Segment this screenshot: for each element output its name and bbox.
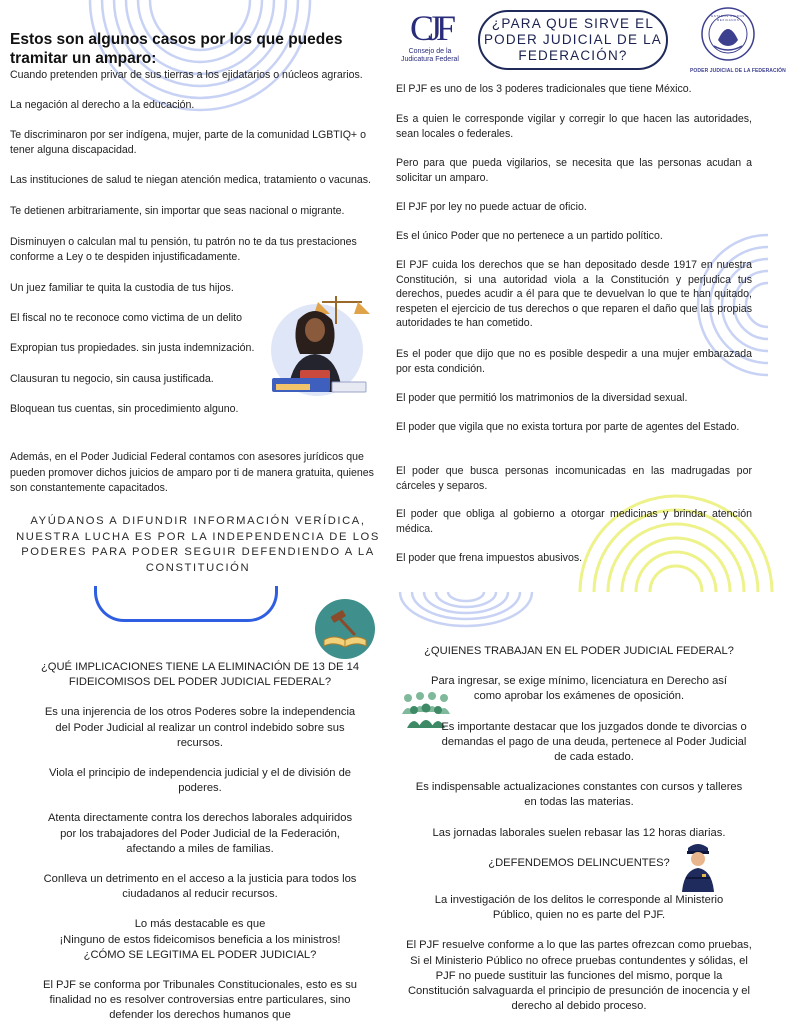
workers-answer: Las jornadas laborales suelen rebasar las 12 horas diarias. [432,826,726,839]
fideicomisos-question: ¿QUÉ IMPLICACIONES TIENE LA ELIMINACIÓN DE 13 DE 14 FIDEICOMISOS DEL PODER JUDICIAL FEDERAL? [40,661,360,689]
list-item: El poder que permitió los matrimonios de la diversidad sexual. [396,392,688,404]
list-item: El poder que vigila que no exista tortura por parte de agentes del Estado. [396,421,740,433]
list-item: El PJF cuida los derechos que se han depositado desde 1917 en nuestra Constitución, si una autoridad viola a la Constitución y perjudica tus derechos, puedes acudir a él para que te devuelvan lo que te han quitado, respeten el ejercicio de tus derechos o que reparen el daño que las propias autoridades te han cometido. [396,259,752,329]
legitimacy-answer: El PJF se conforma por Tribunales Constitucionales, esto es su finalidad no es resolver controversias entre particulares, sino defender los derechos humanos que [42,979,358,1022]
list-item: Bloquean tus cuentas, sin procedimiento alguno. [10,403,239,415]
list-item: El PJF es uno de los 3 poderes tradicionales que tiene México. [396,83,692,95]
list-item: El fiscal no te reconoce como victima de un delito [10,312,243,324]
list-item: El poder que obliga al gobierno a otorgar medicinas y brindar atención médica. [396,508,752,535]
criminals-question: ¿DEFENDEMOS DELINCUENTES? [488,856,670,869]
judge-illustration [262,290,372,402]
list-item: Te discriminaron por ser indígena, mujer, parte de la comunidad LGBTIQ+ o tener alguna discapacidad. [10,129,366,156]
criminals-answer: El PJF resuelve conforme a lo que las partes ofrezcan como pruebas, Si el Ministerio Público no ofrece pruebas contundentes y sólidas, el PJF no puede sustituir las funciones del mismo, porque la Constitución salvaguarda el principio de presunción de inocencia y el derecho al debido proceso. [406,939,752,1013]
gavel-book-icon [314,598,376,660]
pjf-workers-section [404,644,754,1014]
page-title: ¿PARA QUE SIRVE EL PODER JUDICIAL DE LA FEDERACIÓN? [483,16,663,63]
list-item: Te detienen arbitrariamente, sin importar que seas nacional o migrante. [10,205,345,217]
list-item: Es el único Poder que no pertenece a un partido político. [396,230,663,242]
pjf-facts-list [396,82,752,566]
page-title-pill [478,10,668,70]
list-item: La negación al derecho a la educación. [10,99,195,111]
list-item: Cuando pretenden privar de sus tierras a los ejidatarios o núcleos agrarios. [10,69,363,81]
amparo-cases-title: Estos son algunos casos por los que puedes tramitar un amparo: [10,31,343,67]
legal-advisors-note: Además, en el Poder Judicial Federal contamos con asesores jurídicos que pueden promover dichos juicios de amparo por ti de manera gratuita, quienes son constantemente capacitados. [10,451,374,494]
cjf-logo-letters: CJF [409,8,451,48]
fideicomisos-answer: Es una injerencia de los otros Poderes sobre la independencia del Poder Judicial al realizar un control indebido sobre sus recursos. [44,706,356,749]
pjf-seal [690,6,786,74]
list-item: Es el poder que dijo que no es posible despedir a una mujer embarazada por esta condición. [396,348,752,375]
list-item: El poder que busca personas incomunicadas en las madrugadas por cárceles y separos. [396,465,752,492]
workers-question: ¿QUIENES TRABAJAN EN EL PODER JUDICIAL FEDERAL? [424,645,734,657]
list-item: Un juez familiar te quita la custodia de tus hijos. [10,282,234,294]
call-to-action-banner: AYÚDANOS A DIFUNDIR INFORMACIÓN VERÍDICA, NUESTRA LUCHA ES POR LA INDEPENDENCIA DE LOS PODERES PARA PODER SEGUIR DEFENDIENDO A LA CONSTITUCIÓN [16,515,380,574]
seal-caption: PODER JUDICIAL DE LA FEDERACIÓN [690,68,786,74]
list-item: Pero para que pueda vigilarios, se necesita que las personas acudan a solicitar un amparo. [396,157,752,184]
cjf-logo [398,8,462,74]
workers-answer: Es importante destacar que los juzgados donde te divorcias o demandas el pago de una deuda, pertenece al Poder Judicial de cada estado. [441,720,747,764]
fideicomisos-section [40,660,360,1024]
list-item: El poder que frena impuestos abusivos. [396,552,583,564]
legitimacy-question: ¿CÓMO SE LEGITIMA EL PODER JUDICIAL? [83,948,317,961]
decorative-pill-outline [94,586,278,622]
list-item: Es a quien le corresponde vigilar y corregir lo que hacen las autoridades, sean locales o federales. [396,113,752,140]
list-item: Clausuran tu negocio, sin causa justificada. [10,373,214,385]
fideicomisos-answer: Conlleva un detrimento en el acceso a la justicia para todos los ciudadanos al reducir recursos. [43,873,357,901]
workers-answer: Es indispensable actualizaciones constantes con cursos y talleres en todas las materias. [415,781,743,809]
criminals-answer: La investigación de los delitos le corresponde al Ministerio Público, quien no es parte del PJF. [434,894,724,922]
seal-ring-text: ESTADOS UNIDOS MEXICANOS [711,14,745,22]
list-item: El PJF por ley no puede actuar de oficio. [396,201,587,213]
decorative-arcs-bottom-right [396,592,536,626]
fideicomisos-answer: Atenta directamente contra los derechos laborales adquiridos por los trabajadores del Poder Judicial de la Federación, afectando a miles de familias. [47,812,353,855]
list-item: Expropian tus propiedades. sin justa indemnización. [10,342,255,354]
highlight-statement: ¡Ninguno de estos fideicomisos beneficia a los ministros! [59,933,341,946]
cjf-logo-caption: Consejo de la Judicatura Federal [401,48,459,63]
fideicomisos-answer: Viola el principio de independencia judicial y el de división de poderes. [48,767,352,795]
list-item: Disminuyen o calculan mal tu pensión, tu patrón no te da tus prestaciones conforme a Ley o te despiden injustificadamente. [10,236,357,263]
list-item: Las instituciones de salud te niegan atención medica, tratamiento o vacunas. [10,174,371,186]
highlight-intro: Lo más destacable es que [134,918,266,931]
workers-answer: Para ingresar, se exige mínimo, licenciatura en Derecho así como aprobar los exámenes de oposición. [431,675,727,703]
